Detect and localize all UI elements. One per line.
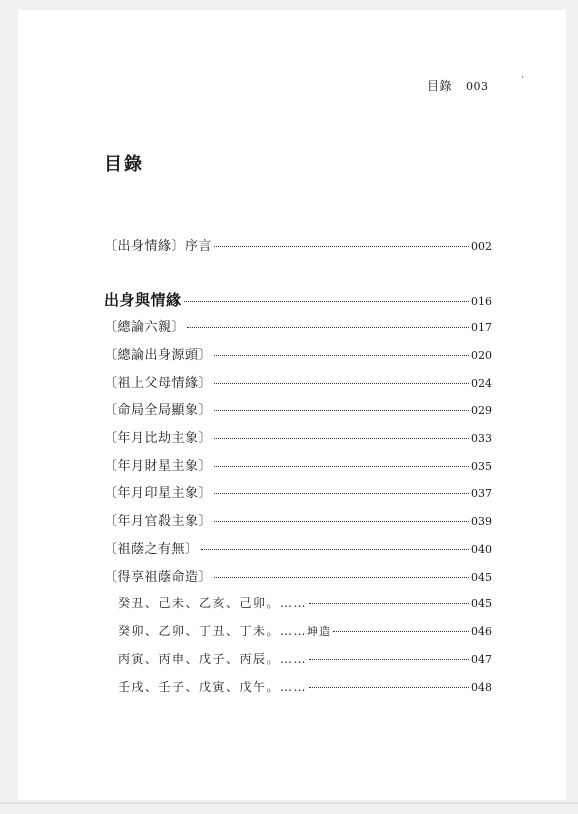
toc-entry[interactable] <box>104 372 492 391</box>
toc-entry-label: 〔祖蔭之有無〕 <box>104 542 199 557</box>
toc-subentry-label: 壬戌、壬子、戊寅、戊午。…… <box>118 680 308 694</box>
toc-entry-page: 037 <box>471 487 492 500</box>
toc-entry-label: 〔年月財星主象〕 <box>104 459 213 474</box>
running-header <box>427 77 489 94</box>
toc-entry-page: 039 <box>471 515 492 528</box>
toc-entry[interactable] <box>104 399 492 418</box>
dot-leader <box>214 521 469 522</box>
toc-entry-page: 047 <box>471 653 492 666</box>
toc-entry[interactable] <box>104 482 492 501</box>
toc-entry-page: 024 <box>471 377 492 390</box>
dot-leader <box>184 301 469 302</box>
toc-entry[interactable] <box>104 566 492 585</box>
toc-entry-page: 017 <box>471 321 492 334</box>
dot-leader <box>214 577 469 578</box>
toc-entry-label: 〔命局全局顯象〕 <box>104 403 213 418</box>
toc-subentry[interactable] <box>118 622 492 639</box>
toc-entry-page: 020 <box>471 349 492 362</box>
toc-subentry[interactable] <box>118 678 492 695</box>
toc-entry-page: 033 <box>471 432 492 445</box>
toc-entry-page: 046 <box>471 625 492 638</box>
toc-entry-label: 〔年月比劫主象〕 <box>104 431 213 446</box>
dot-leader <box>214 466 469 467</box>
toc-entry-label: 〔得享祖蔭命造〕 <box>104 570 213 585</box>
corner-mark: ˙ <box>520 76 525 87</box>
toc-entry[interactable] <box>104 316 492 335</box>
dot-leader <box>309 603 469 604</box>
toc-entry-label: 〔祖上父母情緣〕 <box>104 376 213 391</box>
running-header-page-number: 003 <box>466 80 489 93</box>
toc-subentry-label: 癸卯、乙卯、丁丑、丁未。…… <box>118 624 308 638</box>
dot-leader <box>214 493 469 494</box>
dot-leader <box>214 410 469 411</box>
toc-subentry[interactable] <box>118 594 492 611</box>
book-page <box>18 10 566 800</box>
toc-entry-label: 出身與情緣 <box>104 291 182 309</box>
toc-entry-page: 016 <box>471 295 492 308</box>
toc-subentry-label: 丙寅、丙申、戊子、丙辰。…… <box>118 652 308 666</box>
page-bottom-edge <box>0 802 578 804</box>
toc-entry-page: 002 <box>471 240 492 253</box>
toc-entry-label: 〔總論六親〕 <box>104 320 186 335</box>
toc-entry-page: 040 <box>471 543 492 556</box>
toc-entry-label: 〔年月印星主象〕 <box>104 486 213 501</box>
dot-leader <box>309 687 469 688</box>
dot-leader <box>187 327 469 328</box>
page-title: 目錄 <box>104 154 144 175</box>
toc-entry[interactable] <box>104 455 492 474</box>
toc-entry[interactable] <box>104 538 492 557</box>
toc-entry[interactable] <box>104 510 492 529</box>
toc-entry-label: 〔年月官殺主象〕 <box>104 514 213 529</box>
toc-entry-page: 029 <box>471 404 492 417</box>
toc-part-heading[interactable] <box>104 289 492 310</box>
toc-subentry[interactable] <box>118 650 492 667</box>
toc-entry[interactable] <box>104 427 492 446</box>
toc-entry-preface[interactable] <box>104 235 492 254</box>
dot-leader <box>214 438 469 439</box>
toc-entry[interactable] <box>104 344 492 363</box>
toc-entry-page: 035 <box>471 460 492 473</box>
dot-leader <box>309 659 469 660</box>
toc-entry-page: 045 <box>471 571 492 584</box>
toc-entry-page: 048 <box>471 681 492 694</box>
toc-entry-page: 045 <box>471 597 492 610</box>
toc-entry-label: 〔總論出身源頭〕 <box>104 348 213 363</box>
dot-leader <box>201 549 469 550</box>
running-header-section: 目錄 <box>427 79 453 93</box>
toc-entry-label: 〔出身情緣〕序言 <box>104 239 213 254</box>
toc-subentry-note: 坤造 <box>307 625 332 638</box>
dot-leader <box>333 631 469 632</box>
dot-leader <box>214 246 469 247</box>
toc-subentry-label: 癸丑、己未、乙亥、己卯。…… <box>118 596 308 610</box>
dot-leader <box>214 383 469 384</box>
dot-leader <box>214 355 469 356</box>
